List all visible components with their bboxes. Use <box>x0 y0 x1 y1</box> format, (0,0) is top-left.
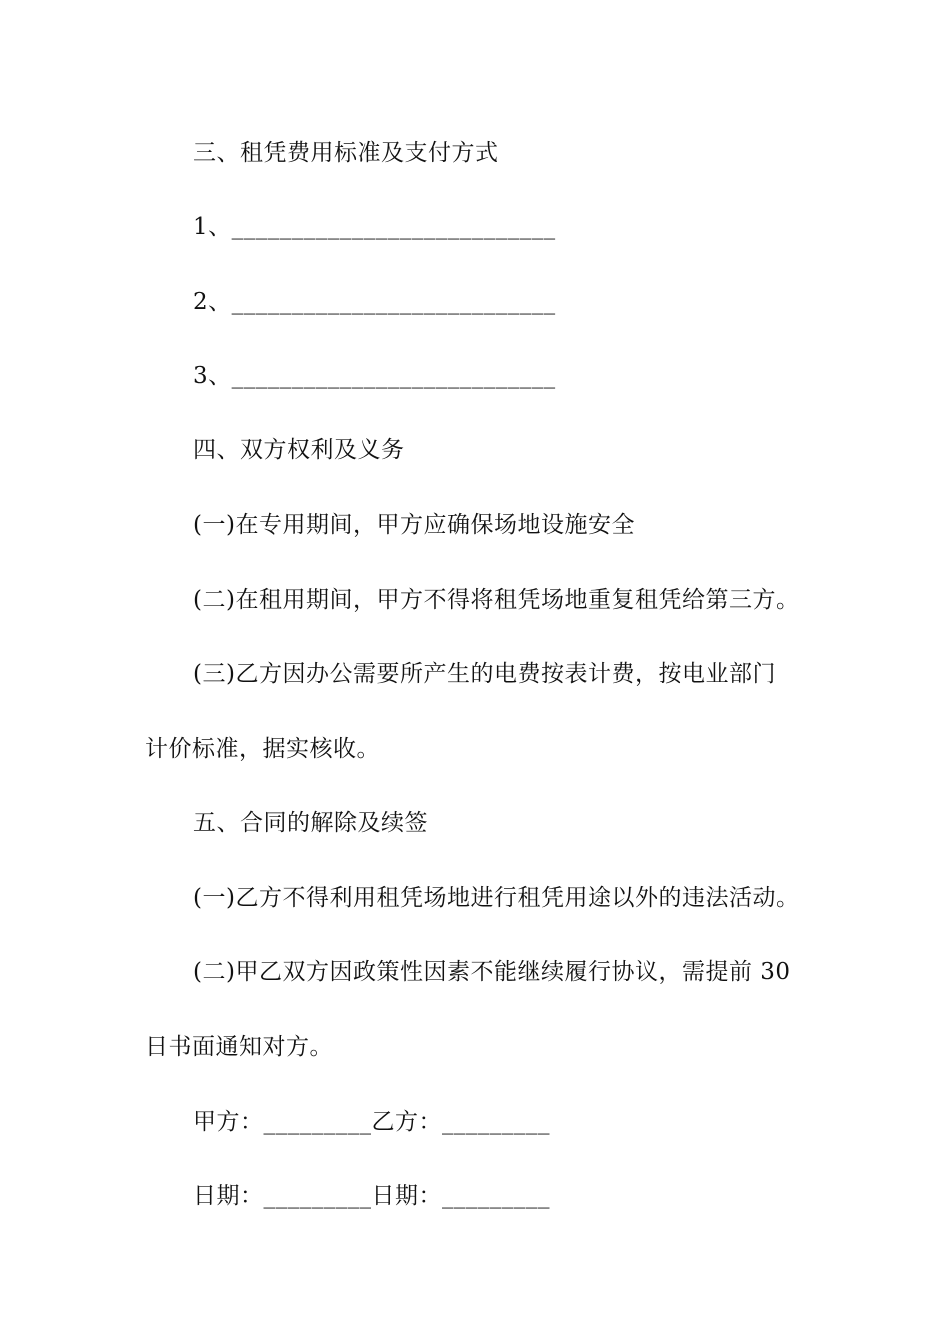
section-4-paragraph-3-line-2: 计价标准，据实核收。 <box>145 736 380 762</box>
section-5-paragraph-2-line-2: 日书面通知对方。 <box>145 1034 333 1060</box>
section-4-paragraph-2: (二)在租用期间，甲方不得将租凭场地重复租凭给第三方。 <box>193 587 800 613</box>
fee-item-2: 2、___________________________ <box>193 289 556 315</box>
fee-item-1: 1、___________________________ <box>193 214 556 240</box>
section-5-paragraph-1: (一)乙方不得利用租凭场地进行租凭用途以外的违法活动。 <box>193 885 800 911</box>
section-4-heading: 四、双方权利及义务 <box>193 437 405 463</box>
section-3-heading: 三、租凭费用标准及支付方式 <box>193 140 499 166</box>
section-5-heading: 五、合同的解除及续签 <box>193 810 428 836</box>
date-signature-line: 日期：_________日期：_________ <box>193 1183 550 1209</box>
party-signature-line: 甲方：_________乙方：_________ <box>193 1109 550 1135</box>
section-4-paragraph-3-line-1: (三)乙方因办公需要所产生的电费按表计费，按电业部门 <box>193 661 776 687</box>
section-5-paragraph-2-line-1: (二)甲乙双方因政策性因素不能继续履行协议，需提前 30 <box>193 959 791 985</box>
section-4-paragraph-1: (一)在专用期间，甲方应确保场地设施安全 <box>193 512 635 538</box>
fee-item-3: 3、___________________________ <box>193 363 556 389</box>
